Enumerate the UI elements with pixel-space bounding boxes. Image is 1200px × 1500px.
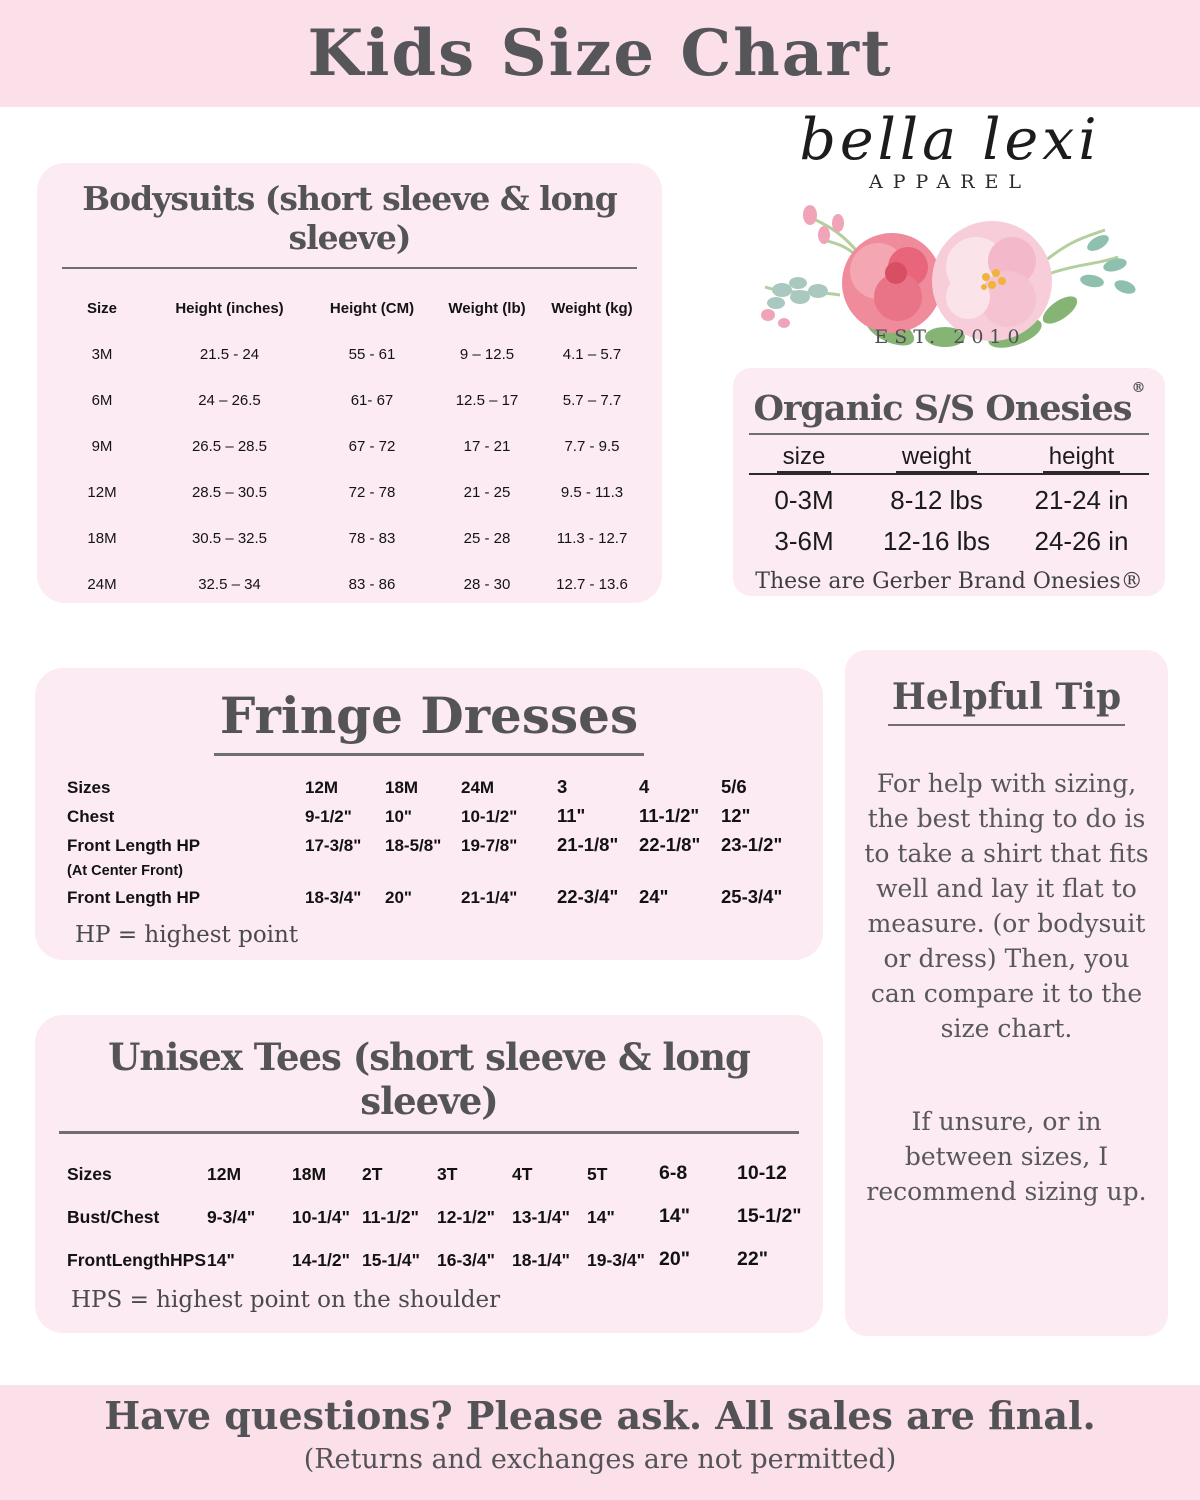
row-label: (At Center Front)	[67, 863, 183, 879]
column-header: Weight (kg)	[551, 299, 633, 317]
table-cell: 21-1/4"	[461, 888, 518, 907]
table-cell: 14"	[659, 1205, 690, 1227]
table-cell: 20"	[385, 888, 412, 907]
table-cell: 26.5 – 28.5	[191, 437, 268, 455]
table-cell: 4	[639, 776, 650, 797]
table-cell: 3-6M	[774, 526, 834, 556]
table-cell: 16-3/4"	[437, 1250, 495, 1270]
table-cell: 12-1/2"	[437, 1207, 495, 1227]
table-cell: 32.5 – 34	[198, 575, 261, 593]
table-cell: 17-3/8"	[305, 836, 362, 855]
organic-title	[749, 380, 1149, 429]
table-cell: 8-12 lbs	[890, 485, 983, 515]
row-label: Front Length HP	[67, 836, 201, 855]
table-cell: 78 - 83	[348, 529, 396, 547]
helpful-tip-panel	[845, 650, 1168, 1336]
table-cell: 4T	[512, 1164, 533, 1184]
table-cell: 22-1/8"	[639, 834, 701, 855]
column-header: Weight (lb)	[448, 299, 526, 317]
unisex-table	[67, 1162, 823, 1271]
table-cell: 2T	[362, 1164, 383, 1184]
table-cell: 18M	[87, 529, 117, 547]
table-cell: 12"	[721, 805, 751, 826]
table-cell: 11"	[557, 805, 586, 826]
organic-onesies-panel	[733, 368, 1165, 596]
table-cell: 25-3/4"	[721, 886, 783, 907]
fringe-title: Fringe Dresses	[214, 686, 644, 756]
table-cell: 3	[557, 776, 568, 797]
table-cell: 14"	[587, 1207, 615, 1227]
fringe-table	[67, 776, 823, 908]
page-title: Kids Size Chart	[307, 16, 893, 91]
unisex-tees-panel	[35, 1015, 823, 1333]
column-header: height	[1014, 443, 1149, 473]
table-cell: 23-1/2"	[721, 834, 783, 855]
organic-title-rule	[749, 433, 1149, 435]
table-cell: 9 – 12.5	[459, 345, 515, 363]
footer-returns-text: (Returns and exchanges are not permitted)	[303, 1444, 897, 1475]
row-label: Chest	[67, 807, 115, 826]
column-header: size	[749, 443, 859, 473]
table-cell: 3M	[91, 345, 113, 363]
table-cell: 21-24 in	[1034, 485, 1129, 515]
table-cell: 24M	[461, 778, 495, 797]
bottom-banner	[0, 1385, 1200, 1500]
table-cell: 12-16 lbs	[883, 526, 990, 556]
table-cell: 13-1/4"	[512, 1207, 570, 1227]
table-cell: 30.5 – 32.5	[191, 529, 268, 547]
organic-title-text: Organic S/S Onesies	[753, 388, 1132, 429]
table-cell: 21-1/8"	[557, 834, 619, 855]
table-cell: 21 - 25	[463, 483, 511, 501]
table-cell: 9.5 - 11.3	[560, 483, 624, 501]
table-cell: 24"	[639, 886, 669, 907]
table-cell: 28.5 – 30.5	[191, 483, 268, 501]
table-cell: 18-1/4"	[512, 1250, 570, 1270]
table-cell: 10-12	[737, 1162, 787, 1184]
table-cell: 20"	[659, 1248, 690, 1270]
table-cell: 9-3/4"	[207, 1207, 256, 1227]
table-cell: 12M	[87, 483, 117, 501]
table-cell: 55 - 61	[348, 345, 396, 363]
table-cell: 24-26 in	[1034, 526, 1129, 556]
unisex-title-rule	[59, 1131, 799, 1134]
table-cell: 72 - 78	[348, 483, 396, 501]
table-cell: 25 - 28	[463, 529, 511, 547]
row-label: Sizes	[67, 1164, 112, 1184]
table-cell: 28 - 30	[463, 575, 511, 593]
table-cell: 14-1/2"	[292, 1250, 350, 1270]
brand-subtitle: APPAREL	[868, 171, 1032, 193]
table-cell: 10"	[385, 807, 412, 826]
table-cell: 12.7 - 13.6	[556, 575, 628, 593]
table-cell: 83 - 86	[348, 575, 396, 593]
table-cell: 15-1/4"	[362, 1250, 420, 1270]
table-cell: 7.7 - 9.5	[564, 437, 620, 455]
table-cell: 10-1/2"	[461, 807, 518, 826]
column-header: weight	[859, 443, 1014, 473]
top-banner	[0, 0, 1200, 107]
table-cell: 19-3/4"	[587, 1250, 645, 1270]
table-cell: 18M	[385, 778, 419, 797]
bodysuits-title-rule	[62, 267, 637, 269]
registered-trademark: ®	[1131, 380, 1145, 396]
bodysuits-table	[55, 285, 645, 607]
table-cell: 6-8	[659, 1162, 688, 1184]
table-cell: 6M	[91, 391, 113, 409]
table-cell: 9-1/2"	[305, 807, 352, 826]
table-cell: 18-5/8"	[385, 836, 442, 855]
hps-definition-note: HPS = highest point on the shoulder	[71, 1287, 501, 1313]
tip-title: Helpful Tip	[888, 676, 1125, 726]
table-cell: 14"	[207, 1250, 235, 1270]
table-cell: 5/6	[721, 776, 747, 797]
table-cell: 22"	[737, 1248, 768, 1270]
table-cell: 18-3/4"	[305, 888, 362, 907]
bodysuits-panel	[37, 163, 662, 603]
tip-paragraph: If unsure, or in between sizes, I recommend sizing up.	[866, 1107, 1147, 1206]
table-cell: 61- 67	[350, 391, 394, 409]
table-cell: 18M	[292, 1164, 327, 1184]
row-label: Bust/Chest	[67, 1207, 160, 1227]
table-cell: 10-1/4"	[292, 1207, 350, 1227]
row-label: Sizes	[67, 778, 111, 797]
column-header: Height (inches)	[175, 299, 284, 317]
fringe-dresses-panel	[35, 668, 823, 960]
unisex-title: Unisex Tees (short sleeve & long sleeve)	[108, 1035, 750, 1123]
table-cell: 5T	[587, 1164, 608, 1184]
bodysuits-title: Bodysuits (short sleeve & long sleeve)	[82, 179, 617, 257]
row-label: FrontLengthHPS	[67, 1250, 207, 1270]
column-header: Height (CM)	[329, 299, 415, 317]
table-cell: 11-1/2"	[639, 805, 700, 826]
table-cell: 24M	[87, 575, 117, 593]
table-cell: 9M	[91, 437, 113, 455]
table-cell: 0-3M	[774, 485, 834, 515]
table-cell: 24 – 26.5	[198, 391, 261, 409]
hp-definition-note: HP = highest point	[75, 922, 299, 948]
table-cell: 12.5 – 17	[455, 391, 519, 409]
organic-table	[749, 443, 1149, 557]
table-cell: 3T	[437, 1164, 458, 1184]
tip-paragraph: For help with sizing, the best thing to do is to take a shirt that fits well and lay it flat to measure. (or bodysuit or dress) Then, you can compare it to the size chart.	[864, 769, 1149, 1043]
brand-name: bella lexi	[799, 107, 1101, 173]
organic-note: These are Gerber Brand Onesies®	[755, 569, 1143, 594]
table-cell: 19-7/8"	[461, 836, 518, 855]
table-cell: 22-3/4"	[557, 886, 619, 907]
table-cell: 5.7 – 7.7	[562, 391, 622, 409]
established-date: EST. 2010	[874, 326, 1026, 348]
table-cell: 12M	[207, 1164, 242, 1184]
table-cell: 67 - 72	[348, 437, 396, 455]
table-cell: 11.3 - 12.7	[556, 529, 628, 547]
table-cell: 12M	[305, 778, 339, 797]
table-cell: 4.1 – 5.7	[562, 345, 622, 363]
table-cell: 15-1/2"	[737, 1205, 802, 1227]
footer-question-text: Have questions? Please ask. All sales are final.	[104, 1393, 1096, 1438]
column-header: Size	[86, 299, 117, 317]
row-label: Front Length HP	[67, 888, 201, 907]
table-cell: 11-1/2"	[362, 1207, 419, 1227]
table-cell: 17 - 21	[463, 437, 511, 455]
brand-logo	[740, 107, 1160, 348]
table-cell: 21.5 - 24	[199, 345, 260, 363]
